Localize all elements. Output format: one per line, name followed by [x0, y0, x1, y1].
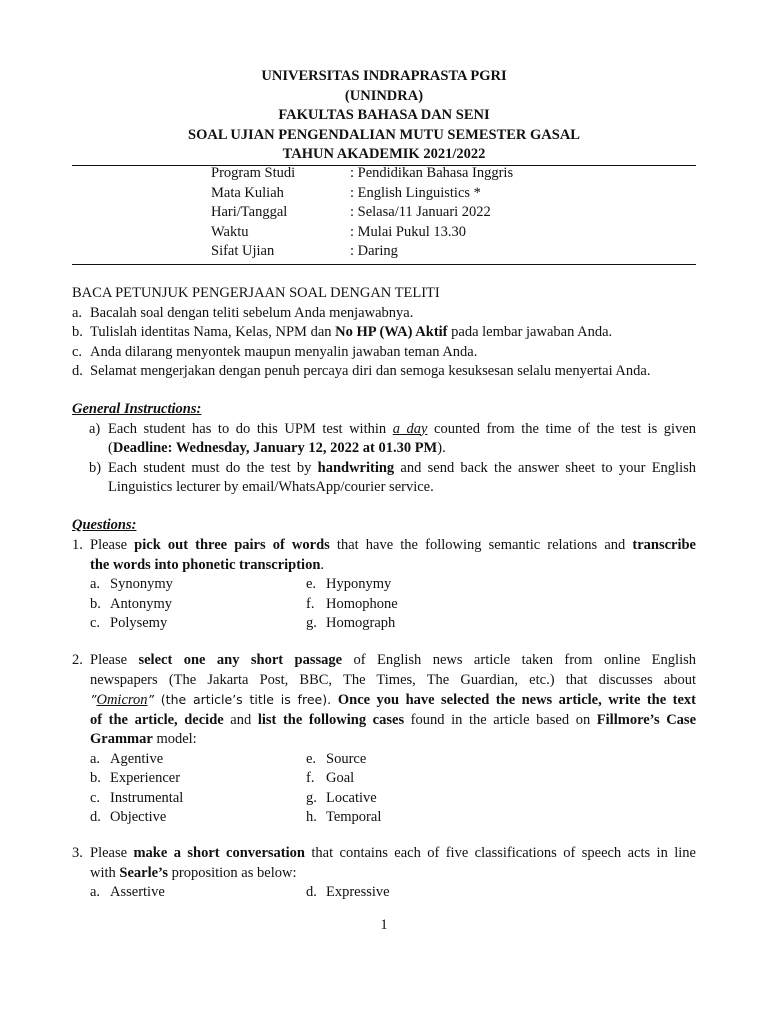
- list-item: c. Instrumental g. Locative: [90, 789, 377, 806]
- info-key: Program Studi: [211, 165, 296, 181]
- list-item: a. Synonymy e. Hyponymy: [90, 576, 392, 592]
- page-number: 1: [380, 917, 388, 933]
- info-row: [211, 242, 513, 262]
- info-value: : Selasa/11 Januari 2022: [350, 204, 491, 221]
- question-number: 2.: [72, 652, 83, 668]
- general-instructions: [72, 400, 696, 498]
- header-divider-bottom: [72, 264, 696, 265]
- question-number: 3.: [72, 845, 83, 861]
- info-value: : Mulai Pukul 13.30: [350, 223, 467, 240]
- info-row: [211, 203, 513, 223]
- questions-header: [72, 516, 696, 536]
- instructions-id: [72, 284, 696, 382]
- options-list: [90, 575, 696, 634]
- info-row: [211, 164, 513, 184]
- info-key: Sifat Ujian: [211, 243, 275, 260]
- academic-year: TAHUN AKADEMIK 2021/2022: [282, 146, 486, 163]
- list-item: b. Experiencer f. Goal: [90, 770, 355, 787]
- university-abbr: (UNINDRA): [344, 87, 424, 104]
- document-header: [72, 67, 696, 165]
- info-key: Hari/Tanggal: [211, 204, 288, 221]
- list-item: d. Selamat mengerjakan dengan penuh percaya diri dan semoga kesuksesan selalu menyertai Anda.: [72, 363, 651, 379]
- instructions-id-title: BACA PETUNJUK PENGERJAAN SOAL DENGAN TELITI: [72, 285, 440, 301]
- exam-title: SOAL UJIAN PENGENDALIAN MUTU SEMESTER GASAL: [188, 126, 580, 143]
- list-item: b. Antonymy f. Homophone: [90, 595, 398, 612]
- question-1: 1. Please pick out three pairs of words that have the following semantic relations and transcribe the words into phonetic transcription. a. Synonymy e. Hyponymy b. Antonymy f. Homophone c. Polysemy g. Homograph: [72, 536, 696, 634]
- list-item: c. Polysemy g. Homograph: [90, 615, 396, 632]
- emphasis-a-day: a day: [392, 420, 428, 437]
- deadline: Deadline: Wednesday, January 12, 2022 at 01.30 PM: [112, 440, 438, 456]
- faculty-name: FAKULTAS BAHASA DAN SENI: [278, 107, 490, 124]
- university-name: UNIVERSITAS INDRAPRASTA PGRI: [261, 68, 507, 84]
- list-item: d. Objective h. Temporal: [90, 809, 382, 826]
- question-3: 3. Please make a short conversation that contains each of five classifications of speech acts in line with Searle’s proposition as below: a. Assertive d. Expressive: [72, 844, 696, 903]
- info-key: Waktu: [211, 223, 249, 240]
- info-value: : Pendidikan Bahasa Inggris: [350, 165, 514, 181]
- general-instructions-title: General Instructions:: [72, 401, 202, 417]
- info-row: [211, 223, 513, 243]
- question-2: 2. Please select one any short passage of English news article taken from online English newspapers (The Jakarta Post, BBC, The Times, The Guardian, etc.) that discusses about ”Omicron” (the article’s title is free). Once you have selected the news article, write the text of the article, decide and list the following cases found in the article based on Fillmore’s Case Grammar model: a. Agentive e. Source b. Experiencer f. Goal c. Instrumental g. Locative d. Objective h. Temporal: [72, 651, 696, 828]
- list-item: a) Each student has to do this UPM test within a day counted from the time of the test is given (Deadline: Wednesday, January 12, 2022 at 01.30 PM).: [89, 420, 697, 456]
- questions-title: Questions:: [72, 517, 137, 533]
- exam-info-table: [211, 164, 513, 262]
- list-item: a. Bacalah soal dengan teliti sebelum Anda menjawabnya.: [72, 304, 414, 321]
- info-row: [211, 184, 513, 204]
- list-item: b. Tulislah identitas Nama, Kelas, NPM dan No HP (WA) Aktif pada lembar jawaban Anda.: [72, 324, 613, 340]
- options-list: [90, 750, 696, 828]
- info-key: Mata Kuliah: [211, 184, 284, 201]
- question-number: 1.: [72, 537, 83, 553]
- list-item: a. Assertive d. Expressive: [90, 884, 390, 900]
- info-value: : Daring: [350, 243, 398, 260]
- options-list: [90, 883, 696, 903]
- list-item: b) Each student must do the test by handwriting and send back the answer sheet to your English Linguistics lecturer by email/WhatsApp/courier service.: [89, 459, 696, 495]
- omicron-topic: Omicron: [96, 692, 148, 708]
- list-item: a. Agentive e. Source: [90, 750, 367, 767]
- list-item: c. Anda dilarang menyontek maupun menyalin jawaban teman Anda.: [72, 343, 478, 360]
- info-value: : English Linguistics *: [350, 184, 481, 201]
